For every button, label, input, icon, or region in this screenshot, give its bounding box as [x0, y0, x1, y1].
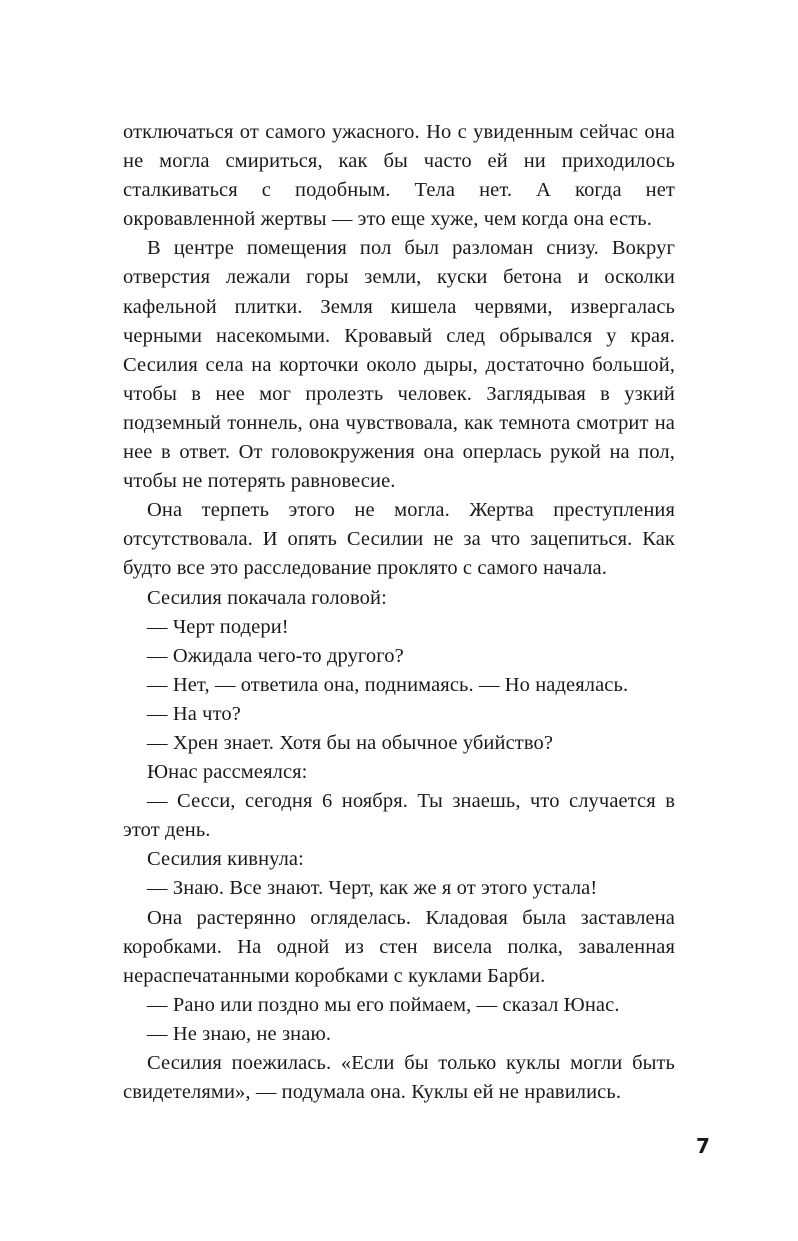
dialogue-line: — На что?	[147, 702, 241, 725]
dialogue-line: — Не знаю, не знаю.	[147, 1022, 332, 1045]
page-number: 7	[696, 1134, 710, 1158]
paragraph: Юнас рассмеялся:	[147, 761, 308, 784]
paragraph: Сесилия кивнула:	[147, 848, 304, 871]
dialogue-line: — Сесси, сегодня 6 ноября. Ты знаешь, что случается в этот день.	[123, 790, 675, 842]
dialogue-line: — Ожидала чего-то другого?	[147, 644, 404, 667]
paragraph: отключаться от самого ужасного. Но с увиденным сейчас она не могла смириться, как бы часто ей ни приходилось сталкиваться с подобным. Тела нет. А когда нет окровавленной жертвы — это еще хуже, чем когда она есть.	[123, 121, 675, 231]
paragraph: В центре помещения пол был разломан снизу. Вокруг отверстия лежали горы земли, куски бетона и осколки кафельной плитки. Земля кишела червями, извергалась черными насекомыми. Кровавый след обрывался у края. Сесилия села на корточки около дыры, достаточно большой, чтобы в нее мог пролезть человек. Заглядывая в узкий подземный тоннель, она чувствовала, как темнота смотрит на нее в ответ. От головокружения она оперлась рукой на пол, чтобы не потерять равновесие.	[123, 237, 675, 493]
paragraph: Сесилия покачала головой:	[147, 586, 387, 609]
dialogue-line: — Рано или поздно мы его поймаем, — сказал Юнас.	[147, 993, 620, 1016]
dialogue-line: — Черт подери!	[147, 615, 289, 638]
dialogue-line: — Хрен знает. Хотя бы на обычное убийство?	[147, 731, 554, 754]
paragraph: Она растерянно огляделась. Кладовая была заставлена коробками. На одной из стен висела полка, заваленная нераспечатанными коробками с куклами Барби.	[123, 906, 675, 987]
paragraph: Сесилия поежилась. «Если бы только куклы могли быть свидетелями», — подумала она. Куклы ей не нравились.	[123, 1052, 675, 1104]
body-text	[123, 118, 675, 1107]
dialogue-line: — Нет, — ответила она, поднимаясь. — Но надеялась.	[147, 673, 629, 696]
dialogue-line: — Знаю. Все знают. Черт, как же я от этого устала!	[147, 877, 598, 900]
paragraph: Она терпеть этого не могла. Жертва преступления отсутствовала. И опять Сесилии не за что зацепиться. Как будто все это расследование проклято с самого начала.	[123, 499, 675, 580]
